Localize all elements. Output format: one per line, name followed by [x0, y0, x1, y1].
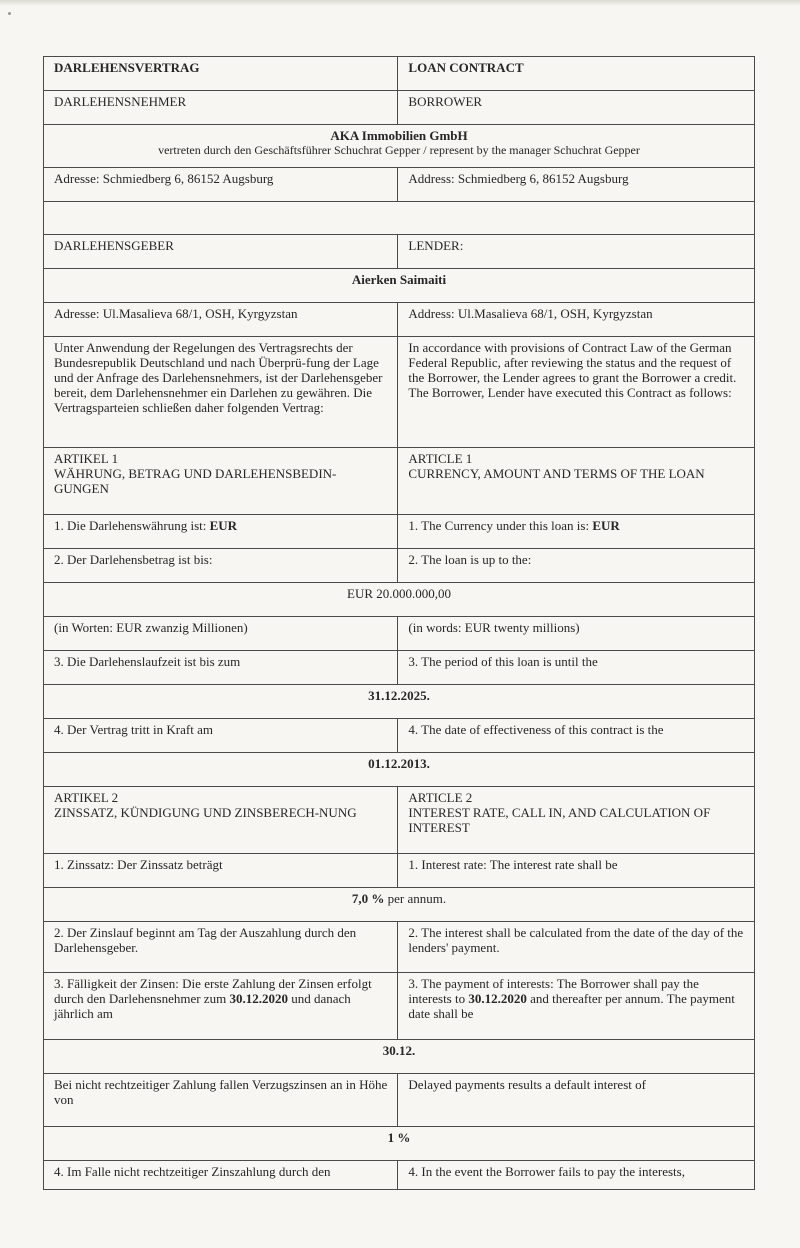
amount-label-en: 2. The loan is up to the:: [398, 549, 755, 583]
preamble-en: In accordance with provisions of Contract Law of the German Federal Republic, after reviewing the status and the request of the Borrower, the Lender agrees to grant the Borrower a credit. The Borrower, Lender have executed this Contract as follows:: [398, 337, 755, 448]
article1-heading-en: [398, 448, 755, 515]
title-en: LOAN CONTRACT: [398, 57, 755, 91]
default-interest-en: Delayed payments results a default interest of: [398, 1074, 755, 1127]
table-row: [44, 753, 755, 787]
term-label-en: 3. The period of this loan is until the: [398, 651, 755, 685]
currency-en-text: 1. The Currency under this loan is:: [408, 518, 590, 533]
interest-start-en: 2. The interest shall be calculated from the date of the day of the lenders' payment.: [398, 922, 755, 973]
lender-address-en: Address: Ul.Masalieva 68/1, OSH, Kyrgyzstan: [398, 303, 755, 337]
contract-table: [43, 56, 755, 1190]
borrower-address-en: Address: Schmiedberg 6, 86152 Augsburg: [398, 168, 755, 202]
interest-due-de: [44, 973, 398, 1040]
empty-cell: [44, 202, 755, 235]
loan-amount: EUR 20.000.000,00: [44, 583, 755, 617]
table-row: [44, 719, 755, 753]
annual-payment-date: 30.12.: [44, 1040, 755, 1074]
amount-words-de: (in Worten: EUR zwanzig Millionen): [44, 617, 398, 651]
term-end-date: 31.12.2025.: [44, 685, 755, 719]
late-payment-en: 4. In the event the Borrower fails to pay the interests,: [398, 1161, 755, 1190]
currency-de-text: 1. Die Darlehenswährung ist:: [54, 518, 207, 533]
interest-rate-value: 7,0 %: [351, 891, 385, 906]
table-row: [44, 57, 755, 91]
interest-due-de-a: 3. Fälligkeit der Zinsen: Die erste Zahlung der Zinsen erfolgt durch den Darlehensnehmer zum: [54, 976, 372, 1006]
interest-due-de-date: 30.12.2020: [229, 991, 288, 1006]
table-row: [44, 854, 755, 888]
title-de: DARLEHENSVERTRAG: [44, 57, 398, 91]
table-row: [44, 685, 755, 719]
table-row: [44, 1040, 755, 1074]
table-row: [44, 448, 755, 515]
table-row: [44, 1074, 755, 1127]
interest-due-de-c: und danach jährlich am: [54, 991, 351, 1021]
interest-label-en: 1. Interest rate: The interest rate shall be: [398, 854, 755, 888]
default-interest-de: Bei nicht rechtzeitiger Zahlung fallen Verzugszinsen an in Höhe von: [44, 1074, 398, 1127]
table-row: [44, 235, 755, 269]
lender-name: Aierken Saimaiti: [44, 269, 755, 303]
amount-words-en: (in words: EUR twenty millions): [398, 617, 755, 651]
table-row: [44, 91, 755, 125]
borrower-name-cell: [44, 125, 755, 168]
table-row: [44, 515, 755, 549]
table-row: [44, 337, 755, 448]
article2-number-de: ARTIKEL 2: [54, 790, 119, 805]
borrower-representative: vertreten durch den Geschäftsführer Schuchrat Gepper / represent by the manager Schuchrat Gepper: [158, 143, 640, 157]
article1-number-de: ARTIKEL 1: [54, 451, 119, 466]
article2-heading-de: [44, 787, 398, 854]
late-payment-de: 4. Im Falle nicht rechtzeitiger Zinszahlung durch den: [44, 1161, 398, 1190]
currency-en: [398, 515, 755, 549]
lender-address-de: Adresse: Ul.Masalieva 68/1, OSH, Kyrgyzstan: [44, 303, 398, 337]
term-label-de: 3. Die Darlehenslaufzeit ist bis zum: [44, 651, 398, 685]
table-row: [44, 549, 755, 583]
lender-label-en: LENDER:: [398, 235, 755, 269]
borrower-address-de: Adresse: Schmiedberg 6, 86152 Augsburg: [44, 168, 398, 202]
interest-rate-unit: per annum.: [384, 891, 447, 906]
borrower-name: AKA Immobilien GmbH: [330, 128, 468, 143]
default-interest-rate: 1 %: [44, 1127, 755, 1161]
currency-en-value: EUR: [592, 518, 620, 533]
lender-label-de: DARLEHENSGEBER: [44, 235, 398, 269]
article1-number-en: ARTICLE 1: [408, 451, 473, 466]
currency-de: [44, 515, 398, 549]
table-row: [44, 888, 755, 922]
effective-label-de: 4. Der Vertrag tritt in Kraft am: [44, 719, 398, 753]
table-row: [44, 269, 755, 303]
article2-heading-en: [398, 787, 755, 854]
table-row: [44, 973, 755, 1040]
table-row: [44, 125, 755, 168]
table-row: [44, 787, 755, 854]
amount-label-de: 2. Der Darlehensbetrag ist bis:: [44, 549, 398, 583]
scan-speck: [8, 12, 11, 15]
article2-title-en: INTEREST RATE, CALL IN, AND CALCULATION OF INTEREST: [408, 805, 711, 835]
article1-heading-de: [44, 448, 398, 515]
interest-due-en-c: and thereafter per annum. The payment date shall be: [408, 991, 735, 1021]
borrower-label-de: DARLEHENSNEHMER: [44, 91, 398, 125]
currency-de-value: EUR: [209, 518, 238, 533]
interest-start-de: 2. Der Zinslauf beginnt am Tag der Auszahlung durch den Darlehensgeber.: [44, 922, 398, 973]
article2-title-de: ZINSSATZ, KÜNDIGUNG UND ZINSBERECH-NUNG: [54, 805, 357, 820]
interest-rate-cell: [44, 888, 755, 922]
table-row: [44, 303, 755, 337]
table-row: [44, 617, 755, 651]
article1-title-de: WÄHRUNG, BETRAG UND DARLEHENSBEDIN-GUNGEN: [54, 466, 337, 496]
effective-date: 01.12.2013.: [44, 753, 755, 787]
article1-title-en: CURRENCY, AMOUNT AND TERMS OF THE LOAN: [408, 466, 705, 481]
table-row: [44, 651, 755, 685]
table-row: [44, 922, 755, 973]
table-row: [44, 1127, 755, 1161]
interest-label-de: 1. Zinssatz: Der Zinssatz beträgt: [44, 854, 398, 888]
interest-due-en-a: 3. The payment of interests: The Borrower shall pay the interests to: [408, 976, 699, 1006]
table-row: [44, 583, 755, 617]
interest-due-en: [398, 973, 755, 1040]
borrower-label-en: BORROWER: [398, 91, 755, 125]
table-row: [44, 168, 755, 202]
table-row: [44, 1161, 755, 1190]
preamble-de: Unter Anwendung der Regelungen des Vertragsrechts der Bundesrepublik Deutschland und nach Überprü-fung der Lage und der Anfrage des Darlehensnehmers, ist der Darlehensgeber bereit, dem Darlehensnehmer ein Darlehen zu gewähren. Die Vertragsparteien schließen daher folgenden Vertrag:: [44, 337, 398, 448]
interest-due-en-date: 30.12.2020: [468, 991, 527, 1006]
table-row-empty: [44, 202, 755, 235]
effective-label-en: 4. The date of effectiveness of this contract is the: [398, 719, 755, 753]
scan-edge-shadow: [0, 0, 800, 6]
article2-number-en: ARTICLE 2: [408, 790, 473, 805]
